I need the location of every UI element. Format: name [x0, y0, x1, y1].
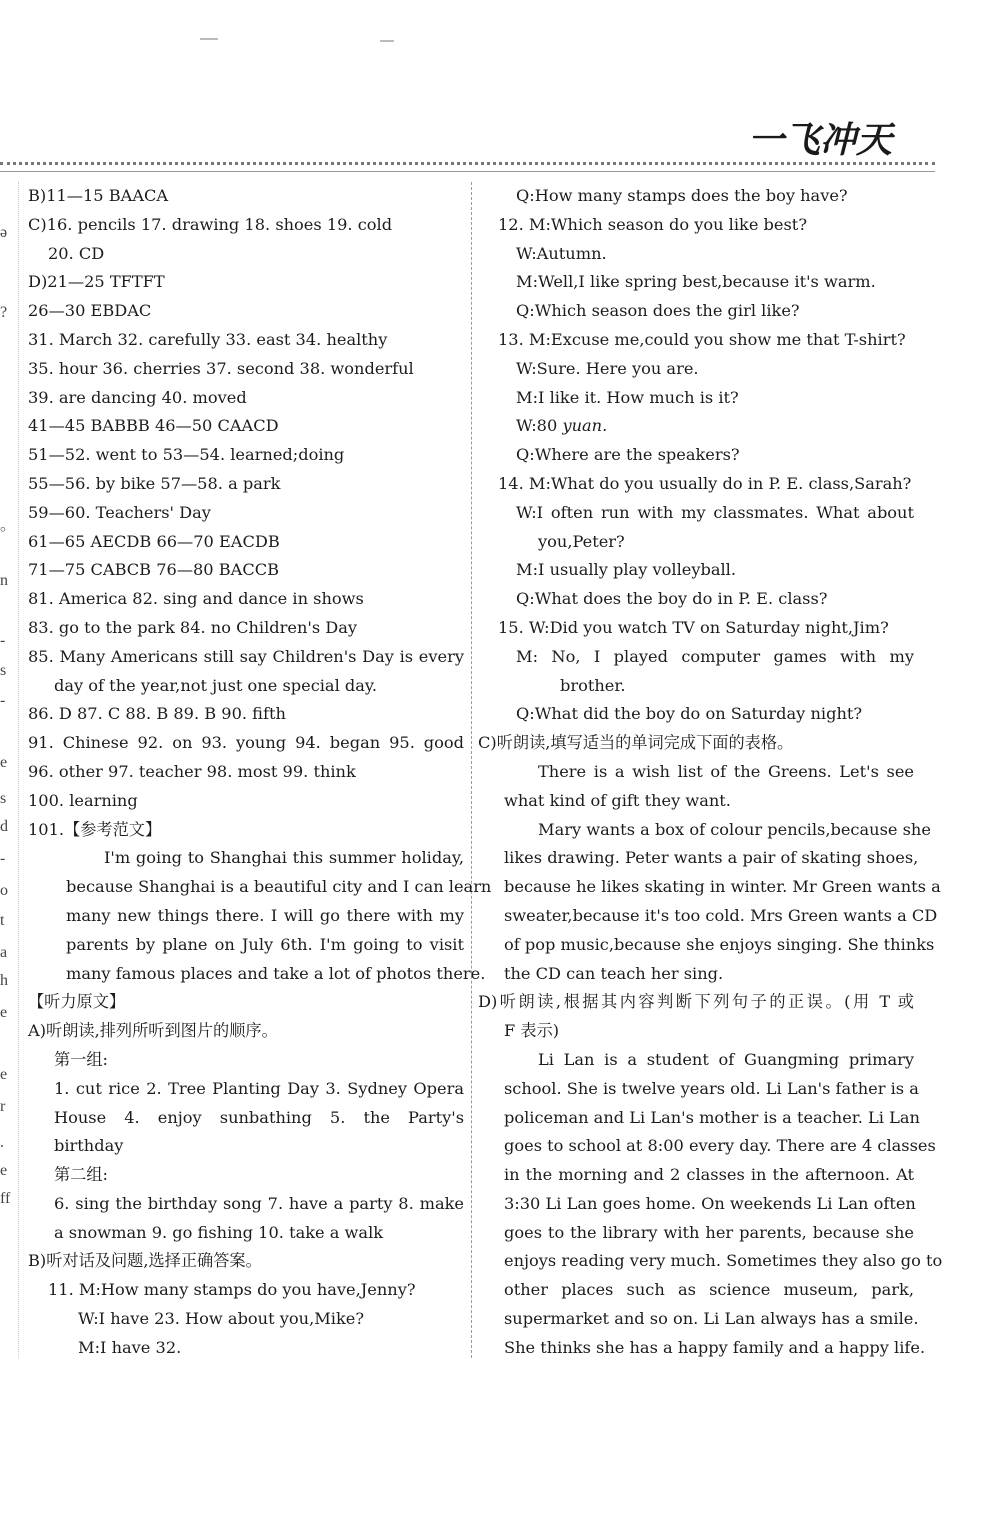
text-line [28, 384, 464, 413]
text-line [478, 614, 914, 643]
line-text: goes to the library with her parents, because she [504, 1222, 914, 1242]
gutter-glyph: - [0, 692, 6, 709]
line-text: 83. go to the park 84. no Children's Day [28, 617, 358, 637]
line-text: House 4. enjoy sunbathing 5. the Party's [54, 1107, 464, 1127]
line-text: B)11—15 BAACA [28, 186, 169, 205]
line-text: a snowman 9. go fishing 10. take a walk [54, 1222, 384, 1242]
line-text: 81. America 82. sing and dance in shows [28, 589, 364, 609]
line-text: 6. sing the birthday song 7. have a party 8. make [54, 1193, 464, 1213]
gutter-glyph: e [0, 1004, 8, 1021]
text-line [478, 240, 914, 269]
line-text: 3:30 Li Lan goes home. On weekends Li Lan often [504, 1193, 916, 1213]
text-line [28, 412, 464, 441]
line-text: M:Well,I like spring best,because it's warm. [516, 272, 876, 292]
line-text: Q:Where are the speakers? [516, 445, 740, 465]
line-text: likes drawing. Peter wants a pair of skating shoes, [504, 848, 919, 868]
line-text: W:I often run with my classmates. What about [516, 502, 914, 522]
line-text: 1. cut rice 2. Tree Planting Day 3. Sydney Opera [54, 1078, 464, 1098]
text-line [478, 384, 914, 413]
text-line [28, 182, 464, 211]
text-line [478, 355, 914, 384]
line-text: 86. D 87. C 88. B 89. B 90. fifth [28, 704, 286, 724]
text-line [28, 787, 464, 816]
gutter-glyph: d [0, 818, 8, 835]
text-line [28, 585, 464, 614]
line-text: 51—52. went to 53—54. learned;doing [28, 445, 345, 465]
gutter-glyph: e [0, 1066, 8, 1083]
line-text: because he likes skating in winter. Mr Green wants a [504, 877, 941, 897]
text-line [28, 556, 464, 585]
line-text: Q:Which season does the girl like? [516, 301, 800, 321]
text-line [478, 1132, 936, 1161]
gutter-glyph: ǝ [0, 224, 8, 241]
text-line [478, 499, 914, 528]
text-line [28, 816, 464, 845]
text-line [28, 211, 464, 240]
text-line [478, 585, 914, 614]
text-line [28, 297, 464, 326]
text-line [478, 1276, 914, 1305]
line-text: day of the year,not just one special day. [54, 675, 378, 695]
line-text: W:Autumn. [516, 243, 607, 263]
text-line [478, 470, 914, 499]
text-line [478, 758, 914, 787]
line-text: 第一组: [54, 1049, 109, 1069]
gutter-glyph: ff [0, 1190, 11, 1207]
line-text: I'm going to Shanghai this summer holiday, [104, 848, 464, 868]
line-text: W:Sure. Here you are. [516, 358, 699, 378]
text-line [478, 643, 914, 672]
text-line [478, 672, 914, 701]
line-text: Mary wants a box of colour pencils,because she [538, 819, 931, 839]
gutter-glyph: o [0, 882, 8, 899]
gutter-glyph: e [0, 754, 8, 771]
line-text: W:80 [516, 416, 563, 436]
line-text: B)听对话及问题,选择正确答案。 [28, 1251, 262, 1271]
text-line [478, 326, 914, 355]
text-line [478, 1017, 914, 1046]
gutter-glyph: n [0, 572, 8, 589]
text-line [28, 1017, 464, 1046]
line-text: 20. CD [48, 243, 105, 263]
line-text: 61—65 AECDB 66—70 EACDB [28, 531, 280, 551]
line-text: brother. [560, 675, 626, 695]
line-text: 31. March 32. carefully 33. east 34. healthy [28, 329, 388, 349]
line-text: 96. other 97. teacher 98. most 99. think [28, 761, 356, 781]
line-text: C)听朗读,填写适当的单词完成下面的表格。 [478, 733, 794, 753]
line-text: parents by plane on July 6th. I'm going to visit [66, 934, 464, 954]
line-text: 【听力原文】 [28, 992, 126, 1012]
text-line [478, 528, 914, 557]
line-text: 11. M:How many stamps do you have,Jenny? [48, 1280, 416, 1300]
line-text: A)听朗读,排列所听到图片的顺序。 [28, 1021, 278, 1041]
text-line [28, 355, 464, 384]
text-line [478, 1190, 914, 1219]
line-text: school. She is twelve years old. Li Lan's father is a [504, 1078, 919, 1098]
text-line [28, 1276, 464, 1305]
text-line [478, 412, 914, 441]
line-text: supermarket and so on. Li Lan always has a smile. [504, 1309, 919, 1329]
currency-word: yuan. [562, 416, 608, 436]
line-text: birthday [54, 1136, 124, 1156]
text-line [28, 902, 464, 931]
gutter-glyph: e [0, 1162, 8, 1179]
text-line [28, 960, 486, 989]
text-line [478, 1247, 943, 1276]
text-line [478, 902, 938, 931]
text-line [28, 729, 464, 758]
text-line [28, 499, 464, 528]
text-line [478, 700, 914, 729]
text-line [478, 556, 914, 585]
line-text: W:I have 23. How about you,Mike? [78, 1309, 365, 1329]
text-line [28, 672, 464, 701]
line-text: 第二组: [54, 1165, 109, 1185]
line-text: M:I like it. How much is it? [516, 387, 739, 407]
text-line [28, 1305, 464, 1334]
text-line [28, 758, 464, 787]
line-text: the CD can teach her sing. [504, 963, 724, 983]
line-text: D)21—25 TFTFT [28, 272, 165, 292]
line-text: Q:How many stamps does the boy have? [516, 186, 848, 205]
line-text: you,Peter? [538, 531, 625, 551]
text-line [478, 211, 914, 240]
line-text: 100. learning [28, 790, 138, 810]
book-series-logo: 一飞冲天 [748, 119, 893, 161]
right-column [478, 182, 943, 1363]
text-line [28, 1046, 464, 1075]
scan-mark [380, 40, 394, 42]
line-text: She thinks she has a happy family and a happy life. [504, 1337, 926, 1357]
text-line [28, 441, 464, 470]
text-line [478, 844, 919, 873]
line-text: F 表示) [504, 1021, 560, 1041]
header-rule [0, 162, 935, 172]
gutter-glyph: h [0, 972, 8, 989]
text-line [28, 470, 464, 499]
line-text: Li Lan is a student of Guangming primary [538, 1049, 914, 1069]
text-line [28, 873, 492, 902]
text-line [28, 1334, 464, 1363]
line-text: 71—75 CABCB 76—80 BACCB [28, 560, 280, 580]
line-text: of pop music,because she enjoys singing. She thinks [504, 934, 935, 954]
gutter-glyph: s [0, 790, 7, 807]
text-line [478, 182, 914, 211]
line-text: M:I usually play volleyball. [516, 560, 736, 580]
line-text: 26—30 EBDAC [28, 301, 152, 321]
line-text: 55—56. by bike 57—58. a park [28, 473, 281, 493]
text-line [478, 1161, 914, 1190]
gutter-glyph: - [0, 632, 6, 649]
text-line [28, 700, 464, 729]
line-text: other places such as science museum, park, [504, 1280, 914, 1300]
text-line [478, 931, 935, 960]
text-line [28, 1075, 464, 1104]
text-line [28, 1161, 464, 1190]
text-line [478, 1219, 914, 1248]
text-line [478, 268, 914, 297]
text-line [28, 614, 464, 643]
line-text: M: No, I played computer games with my [516, 646, 914, 666]
gutter-glyph: 。 [0, 517, 17, 534]
line-text: D)听朗读,根据其内容判断下列句子的正误。(用 T 或 [478, 992, 914, 1012]
line-text: Q:What does the boy do in P. E. class? [516, 589, 828, 609]
text-line [478, 873, 941, 902]
line-text: 13. M:Excuse me,could you show me that T-shirt? [498, 329, 906, 349]
gutter-glyph: s [0, 662, 7, 679]
line-text: 15. W:Did you watch TV on Saturday night,Jim? [498, 617, 889, 637]
text-line [28, 326, 464, 355]
text-line [28, 931, 464, 960]
text-line [478, 960, 914, 989]
line-text: 14. M:What do you usually do in P. E. class,Sarah? [498, 473, 912, 493]
line-text: 35. hour 36. cherries 37. second 38. wonderful [28, 358, 414, 378]
text-line [478, 1305, 919, 1334]
line-text: goes to school at 8:00 every day. There are 4 classes [504, 1136, 936, 1156]
text-line [28, 844, 464, 873]
gutter-glyph: - [0, 850, 6, 867]
line-text: 39. are dancing 40. moved [28, 387, 247, 407]
gutter-glyph: a [0, 944, 8, 961]
line-text: 41—45 BABBB 46—50 CAACD [28, 416, 279, 436]
column-divider [471, 182, 472, 1358]
text-line [478, 729, 914, 758]
line-text: There is a wish list of the Greens. Let's see [538, 761, 914, 781]
text-line [28, 643, 464, 672]
text-line [28, 1247, 464, 1276]
line-text: 85. Many Americans still say Children's Day is every [28, 646, 464, 666]
line-text: C)16. pencils 17. drawing 18. shoes 19. cold [28, 214, 393, 234]
line-text: policeman and Li Lan's mother is a teacher. Li Lan [504, 1107, 920, 1127]
text-line [478, 787, 914, 816]
gutter-glyph: ? [0, 304, 8, 321]
line-text: in the morning and 2 classes in the afternoon. At [504, 1165, 914, 1185]
text-line [478, 297, 914, 326]
text-line [478, 1334, 926, 1363]
text-line [28, 1219, 464, 1248]
line-text: 12. M:Which season do you like best? [498, 214, 807, 234]
text-line [28, 1190, 464, 1219]
line-text: enjoys reading very much. Sometimes they also go to [504, 1251, 943, 1271]
line-text: many new things there. I will go there with my [66, 905, 464, 925]
text-line [478, 1046, 914, 1075]
gutter-glyph: . [0, 1134, 4, 1151]
text-line [478, 1075, 919, 1104]
line-text: 91. Chinese 92. on 93. young 94. began 95. good [28, 733, 464, 753]
line-text: what kind of gift they want. [504, 790, 731, 810]
line-text: because Shanghai is a beautiful city and I can learn [66, 877, 492, 897]
gutter-glyph: t [0, 912, 5, 929]
text-line [478, 816, 931, 845]
text-line [28, 1132, 464, 1161]
line-text: 59—60. Teachers' Day [28, 502, 211, 522]
left-column [28, 182, 492, 1363]
line-text: M:I have 32. [78, 1337, 182, 1357]
text-line [28, 268, 464, 297]
text-line [478, 988, 914, 1017]
scan-mark [200, 38, 218, 40]
gutter-glyph: r [0, 1098, 6, 1115]
line-text: many famous places and take a lot of photos there. [66, 963, 486, 983]
left-margin-line [18, 182, 19, 1358]
line-text: sweater,because it's too cold. Mrs Green wants a CD [504, 905, 938, 925]
text-line [28, 240, 464, 269]
line-text: Q:What did the boy do on Saturday night? [516, 704, 863, 724]
text-line [478, 441, 914, 470]
text-line [478, 1104, 920, 1133]
text-line [28, 988, 464, 1017]
text-line [28, 1104, 464, 1133]
text-line [28, 528, 464, 557]
line-text: 101.【参考范文】 [28, 819, 162, 839]
